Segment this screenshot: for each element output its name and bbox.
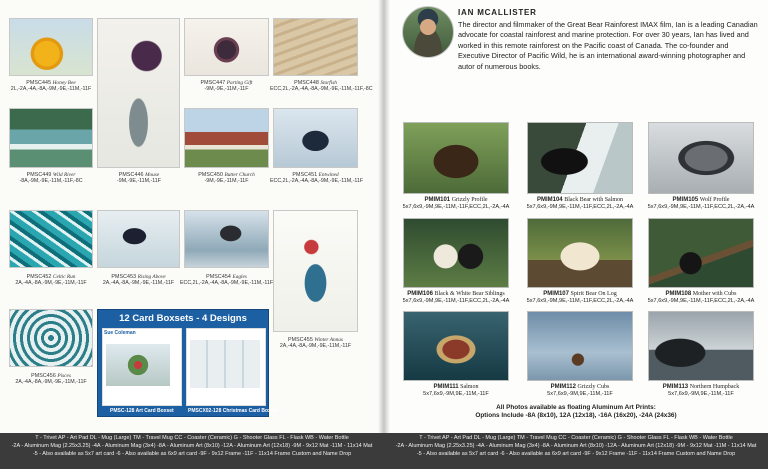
card-thumb-celtic-run[interactable] [9,210,93,268]
card-name: Mouse [145,172,160,178]
legend-row-2: -2A - Aluminum Mag (2.25x3.25) -4A - Aluminum Mag (3x4) -8A - Aluminum Art (8x10) -12A - Aluminum Art (12x18) -9M - 9x12 Mat -11M - 11x14 Mat [395,443,757,449]
legend-row-1: T - Trivet AP - Art Pad DL - Mug (Large) TM - Travel Mug CC - Coaster (Ceramic) G - Shooter Glass FL - Flask WB - Water Bottle [419,435,733,441]
legend-row-2: -2A - Aluminum Mag (2.25x3.25) -4A - Aluminum Mag (3x4) -8A - Aluminum Art (8x10) -12A - Aluminum Art (12x18) -9M - 9x12 Mat -11M - 11x14 Mat [11,443,373,449]
card-options: 2A,-4A,-8A,-9M,-9E,-11M,-11F [279,343,352,350]
photo-code: PMIM105 [672,197,699,203]
photo-title: Black & White Bear Siblings [434,291,505,297]
photo-title: Black Bear with Salmon [564,197,624,203]
card-options: ECC,2L,-2A,-4A,-8A,-9M,-9E,-11M,-11F,-8C [270,86,373,93]
boxset-caption-1: PMSC-128 Art Card Boxset [110,408,174,414]
photo-title: Salmon [460,384,479,390]
card-code: PMSC456 [31,373,56,379]
card-caption [95,172,183,185]
card-name: Celtic Run [52,274,76,280]
card-caption [270,80,373,93]
photo-code: PMIM106 [407,291,433,297]
photo-options: 5x7,6x9,-9M,9E,-11M,-11F,ECC,2L,-2A,-4A [526,297,634,304]
card-name: Pisces [57,373,71,379]
photo-options: 5x7,6x9,-9M,9E,-11M,-11F,ECC,2L,-2A,-4A [402,297,510,304]
card-thumb-pisces[interactable] [9,309,93,367]
photo-grizzly-profile[interactable] [403,122,509,194]
photo-code: PMIM107 [543,291,569,297]
photo-caption [644,291,758,304]
card-code: PMSC447 [200,80,226,86]
card-options: 2A,-4A,-8A,-9M,-9E,-11M,-11F [15,280,87,287]
card-options: ECC,2L,-2A,-4A,-8A,-9M,-9E,-11M,-11F [270,178,364,185]
legend-row-1: T - Trivet AP - Art Pad DL - Mug (Large) TM - Travel Mug CC - Coaster (Ceramic) G - Shooter Glass FL - Flask WB - Water Bottle [35,435,349,441]
card-options: -9M,-9E,-11M,-11F [204,178,249,185]
photo-salmon[interactable] [403,311,509,381]
photo-options: 5x7,6x9,-9M,9E,-11M,-11F [423,390,489,397]
photo-code: PMIM111 [433,384,459,390]
photo-bear-siblings[interactable] [403,218,509,288]
card-thumb-entwined[interactable] [273,108,358,168]
photo-caption [644,197,758,210]
author-portrait [402,6,454,58]
card-name: Entwined [318,172,339,178]
photo-northern-humpback[interactable] [648,311,754,381]
card-code: PMSC449 [26,172,52,178]
availability-line-2: Options Include -8A (8x10), 12A (12x18), -16A (16x20), -24A (24x36) [475,412,677,419]
photo-options: 5x7,6x9,-9M,9E,-11M,-11F,ECC,2L,-2A,-4A [647,203,755,210]
card-code: PMSC454 [206,274,231,280]
card-caption [93,274,184,287]
card-caption [181,80,272,93]
photo-code: PMIM108 [665,291,692,297]
photo-code: PMIM113 [662,384,689,390]
card-code: PMSC448 [294,80,319,86]
photo-caption [520,197,640,210]
card-options: 2A,-4A,-8A,-9M,-9E,-11M,-11F [15,379,87,386]
photo-code: PMIM104 [536,197,563,203]
photo-caption [399,384,513,397]
card-name: Wild River [52,172,76,178]
author-name: IAN MCALLISTER [458,8,537,17]
photo-grizzly-cubs[interactable] [527,311,633,381]
card-code: PMSC450 [198,172,224,178]
photo-caption [520,291,640,304]
legend-row-3: -5 - Also available as 5x7 art card -6 - Also available as 6x9 art card -9F - 9x12 Frame -11F - 11x14 Frame Custom and Name Drop [32,451,352,457]
left-catalog-page [0,0,384,433]
card-code: PMSC445 [26,80,52,86]
card-caption [180,274,273,287]
boxset-promo[interactable] [97,309,279,417]
photo-title: Grizzly Profile [451,197,488,203]
photo-code: PMIM112 [550,384,576,390]
card-name: Starfish [320,80,337,86]
card-caption [5,373,97,386]
card-thumb-honey-bee[interactable] [9,18,93,76]
card-thumb-wild-river[interactable] [9,108,93,168]
card-thumb-rising-above[interactable] [97,210,180,268]
card-code: PMSC446 [118,172,144,178]
card-options: ECC,2L,-2A,-4A,-8A,-9M,-9E,-11M,-11F [180,280,274,287]
card-code: PMSC453 [111,274,137,280]
card-options: -9M,-9E,-11M,-11F [204,86,249,93]
photo-caption [399,197,513,210]
card-caption [181,172,272,185]
card-thumb-starfish[interactable] [273,18,358,76]
photo-caption [520,384,640,397]
photo-caption [644,384,758,397]
availability-line-1: All Photos available as floating Aluminum Art Prints: [496,404,656,411]
card-name: Eagles [232,274,247,280]
boxset-hummingbird-art [106,344,170,386]
card-name: Honey Bee [52,80,76,86]
card-caption [5,274,97,287]
card-name: Winter Annas [314,337,343,343]
product-legend-left [0,433,384,469]
card-thumb-eagles[interactable] [184,210,269,268]
legend-row-3: -5 - Also available as 5x7 art card -6 - Also available as 6x9 art card -9F - 9x12 Frame -11F - 11x14 Frame Custom and Name Drop [416,451,736,457]
photo-options: 5x7,6x9,-9M,9E,-11M,-11F,ECC,2L,-2A,-4A [647,297,755,304]
card-caption [5,172,97,185]
photo-caption [399,291,513,304]
card-thumb-mouse[interactable] [97,18,180,168]
photo-options: 5x7,6x9,-9M,9E,-11M,-11F,ECC,2L,-2A,-4A [526,203,634,210]
photo-code: PMIM101 [424,197,451,203]
photo-wolf-profile[interactable] [648,122,754,194]
card-code: PMSC451 [292,172,318,178]
boxset-christmas-art [190,340,260,388]
photo-black-bear-salmon[interactable] [527,122,633,194]
product-legend-right [384,433,768,469]
boxset-brand: Sue Coleman [104,330,136,336]
photo-title: Mother with Cubs [692,291,737,297]
card-caption [270,337,361,350]
card-name: Butter Church [224,172,255,178]
author-bio: The director and filmmaker of the Great Bear Rainforest IMAX film, Ian is a leading Canadian advocate for coastal rainforest and marine protection. For over 30 years, Ian has lived and worked in this remote rainforest on the Pacific coast of Canada. The co-founder and Executive Director of Pacific Wild, he is an international award-winning photographer and autor of numerous books. [458,20,758,71]
card-caption [270,172,364,185]
photo-options: 5x7,6x9,-9M,9E,-11M,-11F,ECC,2L,-2A,-4A [402,203,510,210]
book-spine [378,0,390,433]
photo-mother-with-cubs[interactable] [648,218,754,288]
boxset-title: 12 Card Boxsets - 4 Designs [119,313,247,324]
card-code: PMSC452 [26,274,52,280]
card-name: Parting Gift [226,80,253,86]
photo-title: Grizzly Cubs [577,384,610,390]
card-thumb-butter-church[interactable] [184,108,269,168]
availability-note [384,404,768,420]
card-options: 2L,-2A,-4A,-8A,-9M,-9E,-11M,-11F [10,86,92,93]
card-options: -9M,-9E,-11M,-11F [117,178,161,185]
photo-title: Northern Humpback [689,384,740,390]
photo-title: Wolf Profile [699,197,730,203]
card-code: PMSC455 [288,337,313,343]
card-options: 2A,-4A,-8A,-9M,-9E,-11M,-11F [102,280,175,287]
photo-title: Spirit Bear On Log [570,291,617,297]
card-name: Rising Above [137,274,166,280]
card-options: -8A,-9M,-9E,-11M,-11F,-8C [19,178,83,185]
photo-options: 5x7,6x9,-9M,9E,-11M,-11F [668,390,734,397]
card-caption [5,80,97,93]
photo-spirit-bear-log[interactable] [527,218,633,288]
boxset-caption-2: PMSCX02-128 Christmas Card Boxset [188,408,279,414]
photo-options: 5x7,6x9,-9M,9E,-11M,-11F [547,390,613,397]
card-thumb-parting-gift[interactable] [184,18,269,76]
card-thumb-winter-annas[interactable] [273,210,358,332]
